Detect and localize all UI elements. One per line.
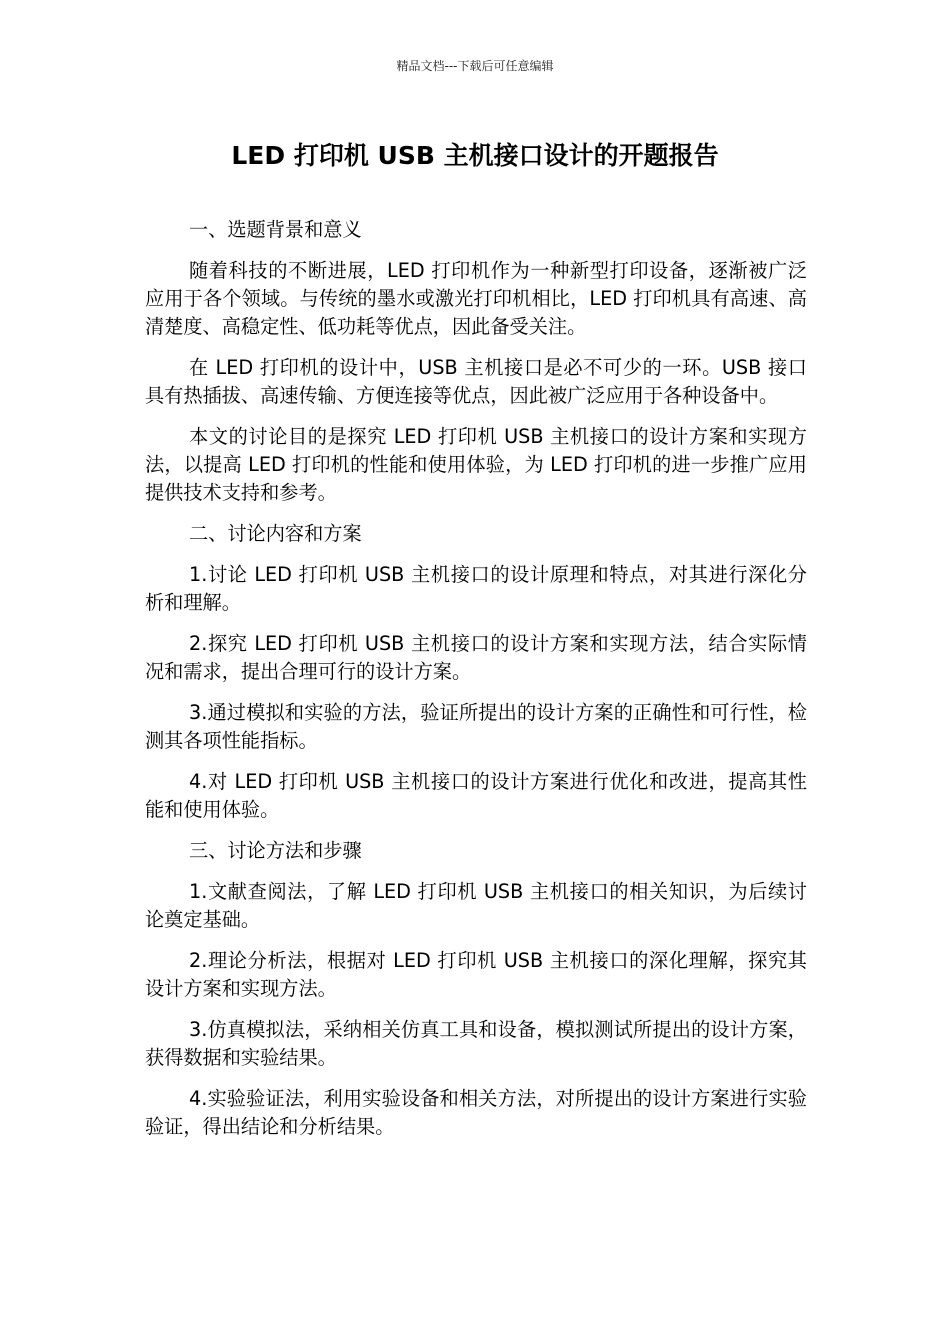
- section-heading-content: 二、讨论内容和方案: [189, 522, 362, 545]
- header-note: 精品文档---下载后可任意编辑: [396, 59, 554, 73]
- list-item: 4.对 LED 打印机 USB 主机接口的设计方案进行优化和改进，提高其性能和使用体验。: [145, 770, 807, 821]
- section-heading-methods: 三、讨论方法和步骤: [189, 839, 362, 862]
- paragraph: 本文的讨论目的是探究 LED 打印机 USB 主机接口的设计方案和实现方法，以提高 LED 打印机的性能和使用体验，为 LED 打印机的进一步推广应用提供技术支持和参考。: [145, 425, 807, 504]
- section-heading-background: 一、选题背景和意义: [189, 218, 362, 241]
- paragraph: 随着科技的不断进展，LED 打印机作为一种新型打印设备，逐渐被广泛应用于各个领域。与传统的墨水或激光打印机相比，LED 打印机具有高速、高清楚度、高稳定性、低功耗等优点，因此备受关注。: [145, 259, 807, 338]
- list-item: 2.理论分析法，根据对 LED 打印机 USB 主机接口的深化理解，探究其设计方案和实现方法。: [145, 949, 807, 1000]
- list-item: 1.讨论 LED 打印机 USB 主机接口的设计原理和特点，对其进行深化分析和理解。: [145, 563, 807, 614]
- document-title: LED 打印机 USB 主机接口设计的开题报告: [231, 141, 719, 170]
- paragraph: 在 LED 打印机的设计中，USB 主机接口是必不可少的一环。USB 接口具有热插拔、高速传输、方便连接等优点，因此被广泛应用于各种设备中。: [145, 356, 807, 407]
- document-body: [145, 216, 807, 1154]
- list-item: 3.通过模拟和实验的方法，验证所提出的设计方案的正确性和可行性，检测其各项性能指标。: [145, 701, 807, 752]
- list-item: 4.实验验证法，利用实验设备和相关方法，对所提出的设计方案进行实验验证，得出结论和分析结果。: [145, 1087, 807, 1138]
- list-item: 1.文献查阅法，了解 LED 打印机 USB 主机接口的相关知识，为后续讨论奠定基础。: [145, 880, 807, 931]
- list-item: 2.探究 LED 打印机 USB 主机接口的设计方案和实现方法，结合实际情况和需求，提出合理可行的设计方案。: [145, 632, 807, 683]
- list-item: 3.仿真模拟法，采纳相关仿真工具和设备，模拟测试所提出的设计方案，获得数据和实验结果。: [145, 1018, 807, 1069]
